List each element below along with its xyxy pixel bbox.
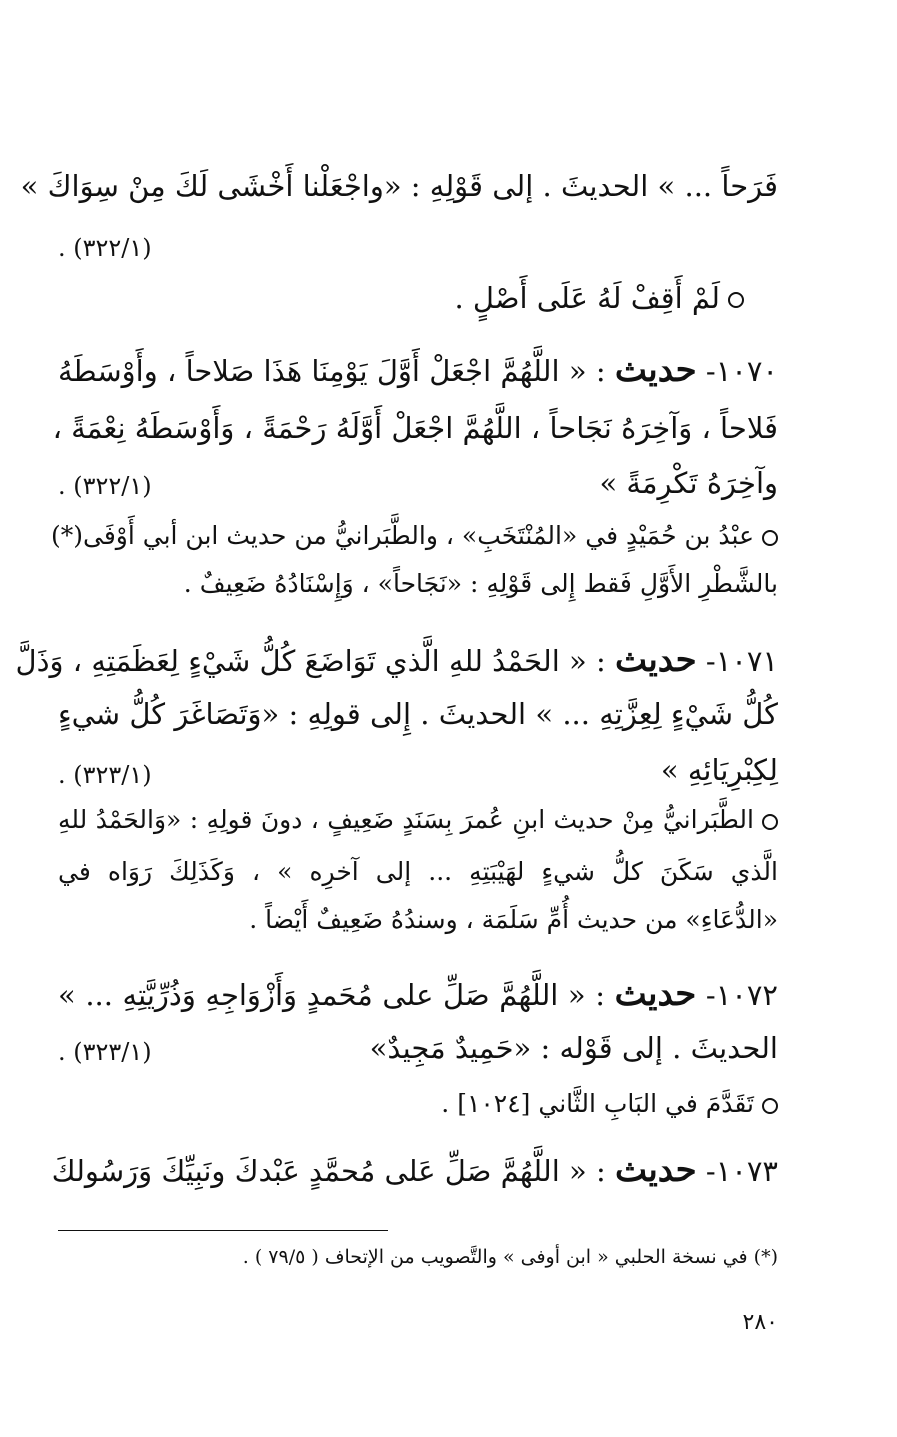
note-text: تَقَدَّمَ في البَابِ الثَّاني [١٠٢٤] . <box>441 1089 754 1118</box>
book-page <box>15 0 779 1437</box>
hadith-text: : « الحَمْدُ للهِ الَّذي تَوَاضَعَ كُلُّ شَيْءٍ لِعَظَمَتِهِ ، وَذَلَّ <box>15 644 606 678</box>
text-line <box>58 900 778 940</box>
circle-bullet-icon <box>762 1098 778 1114</box>
hadith-1072-heading <box>58 974 778 1015</box>
hadith-text: فَلاحاً ، وَآخِرَهُ نَجَاحاً ، اللَّهُمَّ اجْعَلْ أَوَّلَهُ رَحْمَةً ، وَأَوْسَطَهُ نِعْمَةً ، <box>52 411 778 445</box>
hadith-label: حديث <box>614 1150 697 1190</box>
footnote: (*) في نسخة الحلبي « ابن أوفى » والتَّصويب من الإتحاف ( ٧٩/٥ ) . <box>242 1246 778 1268</box>
note-text: لَمْ أَقِفْ لَهُ عَلَى أَصْلٍ . <box>454 281 720 315</box>
hadith-text: فَرَحاً ... » الحديثَ . إلى قَوْلِهِ : «واجْعَلْنا أَخْشَى لَكَ مِنْ سِوَاكَ » <box>20 169 778 203</box>
text-line <box>58 750 778 790</box>
text-line <box>20 166 778 206</box>
reference: (٣٢٣/١) . <box>58 761 152 789</box>
circle-bullet-icon <box>728 292 744 308</box>
text-line <box>52 408 778 448</box>
hadith-text: : « اللَّهُمَّ صَلِّ على مُحَمدٍ وَأَزْوَاجِهِ وَذُرِّيَّتِهِ ... » <box>58 978 606 1012</box>
reference: (٣٢٢/١) . <box>58 234 152 262</box>
reference: (٣٢٢/١) . <box>58 472 152 500</box>
hadith-text: : « اللَّهُمَّ اجْعَلْ أَوَّلَ يَوْمِنَا هَذَا صَلاحاً ، وأَوْسَطَهُ <box>58 354 606 388</box>
hadith-number: ١٠٧٠- <box>705 354 778 388</box>
note-text: بالشَّطْرِ الأَوَّلِ فَقط إِلى قَوْلِهِ : «نَجَاحاً» ، وَإِسْنَادُهُ ضَعِيفٌ . <box>183 569 778 598</box>
hadith-label: حديث <box>614 640 697 680</box>
hadith-text: لِكِبْرِيَائِهِ » <box>660 753 778 787</box>
reference: (٣٢٣/١) . <box>58 1038 152 1066</box>
text-line <box>58 852 778 892</box>
text-line <box>58 694 778 734</box>
note-text: «الدُّعَاءِ» من حديث أُمِّ سَلَمَة ، وسندُهُ ضَعِيفٌ أَيْضاً . <box>249 905 778 934</box>
hadith-label: حديث <box>614 974 697 1014</box>
footnote-separator <box>58 1230 388 1231</box>
note-text: الَّذي سَكَنَ كلُّ شيءٍ لهَيْبَتِهِ ... إلى آخرِه » ، وَكَذَلِكَ رَوَاه في <box>58 857 778 886</box>
hadith-label: حديث <box>614 350 697 390</box>
hadith-1070-heading <box>58 350 778 391</box>
hadith-number: ١٠٧٣- <box>705 1154 778 1188</box>
hadith-number: ١٠٧٢- <box>705 978 779 1012</box>
hadith-1073-heading <box>51 1150 778 1191</box>
page-number: ٢٨٠ <box>742 1310 778 1335</box>
takhrij-note <box>58 800 778 840</box>
takhrij-note <box>24 278 778 318</box>
note-text: الطَّبَرانيُّ مِنْ حديث ابنِ عُمرَ بِسَنَدٍ ضَعِيفٍ ، دونَ قولِهِ : «وَالحَمْدُ للهِ <box>58 805 754 834</box>
circle-bullet-icon <box>762 814 778 830</box>
hadith-text: كُلُّ شَيْءٍ لِعِزَّتِهِ ... » الحديثَ . إِلى قولِهِ : «وَتَصَاغَرَ كُلُّ شيءٍ <box>58 697 778 731</box>
text-line <box>58 463 778 503</box>
hadith-text: الحديثَ . إلى قَوْله : «حَمِيدٌ مَجِيدٌ» <box>369 1031 778 1065</box>
hadith-1071-heading <box>15 640 778 681</box>
text-line <box>58 1028 778 1068</box>
hadith-text: وآخِرَهُ تَكْرِمَةً » <box>599 466 778 500</box>
hadith-number: ١٠٧١- <box>705 644 778 678</box>
text-line <box>58 564 778 604</box>
hadith-text: : « اللَّهُمَّ صَلِّ عَلى مُحمَّدٍ عَبْدكَ ونَبِيِّكَ وَرَسُولكَ <box>51 1154 606 1188</box>
takhrij-note <box>58 1084 778 1124</box>
takhrij-note <box>50 516 778 556</box>
note-text: عبْدُ بن حُمَيْدٍ في «المُنْتَخَبِ» ، والطَّبَرانيُّ من حديث ابن أبي أَوْفَى(*) <box>50 521 754 550</box>
circle-bullet-icon <box>762 530 778 546</box>
